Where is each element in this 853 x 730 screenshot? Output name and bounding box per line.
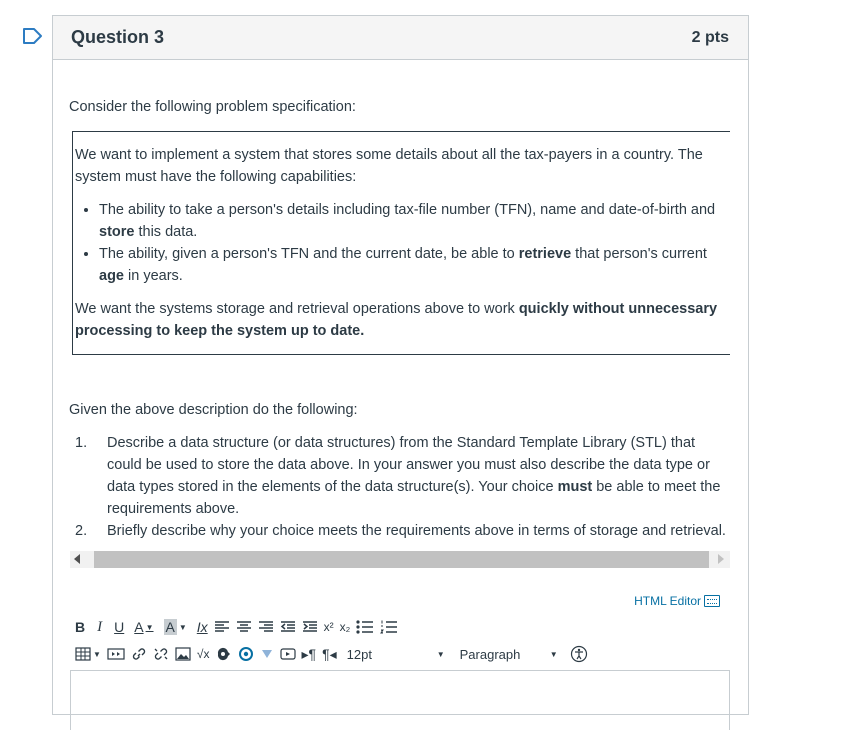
bookmark-flag-icon[interactable] <box>22 27 44 45</box>
chevron-down-icon: ▼ <box>145 622 154 632</box>
font-size-value: 12pt <box>346 646 372 662</box>
given-text: Given the above description do the following: <box>69 402 358 418</box>
background-color-button[interactable] <box>164 616 187 638</box>
task-1-bold: must <box>557 479 593 495</box>
youtube-embed-icon[interactable] <box>280 643 296 665</box>
chevron-down-icon: ▼ <box>436 649 445 659</box>
scrollbar-thumb[interactable] <box>94 551 709 568</box>
ltr-direction-button[interactable]: ▸ ¶ <box>301 645 317 662</box>
horizontal-scrollbar[interactable] <box>70 551 730 568</box>
spec-capabilities-list <box>75 199 722 287</box>
list-item <box>99 199 722 243</box>
indent-icon[interactable] <box>302 616 318 638</box>
task-number-2: 2. <box>75 523 88 539</box>
block-format-select[interactable] <box>460 647 558 662</box>
task-1-text-a: Describe a data structure (or data structures) from the Standard Template Library (STL) that could be used to store the data above. In your answer you must also describe the data type or data types stored in the elements of the data structure(s). Your choice <box>107 435 710 495</box>
font-size-select[interactable] <box>347 647 445 662</box>
question-title: Question 3 <box>71 27 165 47</box>
table-icon <box>75 647 91 661</box>
bullet-list-icon[interactable] <box>356 616 374 638</box>
spec-bullet-1-bold: store <box>99 224 135 240</box>
spec-bullet-2-mid: that person's current <box>571 246 707 262</box>
record-media-icon[interactable] <box>238 643 254 665</box>
block-format-value: Paragraph <box>459 646 521 662</box>
align-right-icon[interactable] <box>258 616 274 638</box>
outdent-icon[interactable] <box>280 616 296 638</box>
accessibility-checker-icon[interactable] <box>570 643 588 665</box>
html-editor-link[interactable] <box>634 594 720 608</box>
list-item <box>75 520 731 542</box>
subscript-button[interactable]: x₂ <box>339 620 351 634</box>
office-365-icon[interactable] <box>260 643 274 665</box>
ltr-pilcrow: ¶ <box>308 646 317 662</box>
image-icon[interactable] <box>175 643 191 665</box>
list-item <box>75 432 731 520</box>
spec-bullet-2-text: The ability, given a person's TFN and the current date, be able to <box>99 246 519 262</box>
rtl-direction-button[interactable]: ¶ ◂ <box>322 645 337 662</box>
spec-bullet-2-tail: in years. <box>124 268 183 284</box>
scroll-right-arrow-icon[interactable] <box>718 554 724 564</box>
html-editor-label[interactable]: HTML Editor <box>634 594 701 608</box>
editor-toolbar-row-2 <box>75 642 594 666</box>
spec-bullet-1-text: The ability to take a person's details including tax-file number (TFN), name and date-of-birth and <box>99 202 716 218</box>
spec-paragraph-1: We want to implement a system that stores some details about all the tax-payers in a country. The system must have the following capabilities: <box>75 147 703 185</box>
editor-toolbar-row-1 <box>75 615 404 639</box>
task-2-text: Briefly describe why your choice meets the requirements above in terms of storage and retrieval. <box>107 523 726 539</box>
question-header <box>53 16 748 60</box>
question-points: 2 pts <box>691 28 729 46</box>
background-color-label: A <box>165 619 175 635</box>
chevron-down-icon: ▼ <box>178 622 187 632</box>
task-1-text-b: be able to meet the requirements above. <box>107 479 721 517</box>
link-icon[interactable] <box>131 643 147 665</box>
font-color-label: A <box>134 619 144 635</box>
unlink-icon[interactable] <box>153 643 169 665</box>
rtl-pilcrow: ¶ <box>322 646 330 662</box>
answer-editor-area[interactable] <box>70 670 730 730</box>
align-center-icon[interactable] <box>236 616 252 638</box>
math-equation-button[interactable]: √x <box>196 647 210 661</box>
spec-paragraph-2-text: We want the systems storage and retrieval operations above to work <box>75 301 519 317</box>
task-1-text <box>91 432 731 520</box>
list-item <box>99 243 722 287</box>
media-embed-icon[interactable] <box>107 643 125 665</box>
task-number-1: 1. <box>75 435 88 451</box>
align-left-icon[interactable] <box>214 616 230 638</box>
spec-paragraph-2 <box>75 298 722 342</box>
numbered-list-icon[interactable] <box>380 616 398 638</box>
table-button[interactable] <box>75 643 101 665</box>
clear-formatting-button[interactable]: Ix <box>196 619 208 635</box>
italic-button[interactable]: I <box>97 618 103 635</box>
bold-button[interactable]: B <box>75 619 86 635</box>
intro-text: Consider the following problem specification: <box>69 99 356 115</box>
spec-bullet-2-bold-retrieve: retrieve <box>518 246 572 262</box>
spec-bullet-2-bold-age: age <box>99 268 124 284</box>
scroll-left-arrow-icon[interactable] <box>74 554 80 564</box>
spec-paragraph-2-bold: quickly without unnecessary processing to keep the system up to date. <box>75 301 718 339</box>
font-color-button[interactable] <box>134 616 153 638</box>
underline-button[interactable]: U <box>114 619 125 635</box>
superscript-button[interactable]: x² <box>323 620 334 634</box>
chevron-down-icon: ▼ <box>549 649 558 659</box>
chevron-down-icon: ▼ <box>93 649 101 659</box>
spec-bullet-1-tail: this data. <box>134 224 198 240</box>
specification-box <box>72 131 730 355</box>
task-list <box>75 432 731 542</box>
question-card <box>52 15 749 715</box>
lti-tool-icon[interactable] <box>216 643 232 665</box>
keyboard-icon[interactable] <box>704 595 720 607</box>
